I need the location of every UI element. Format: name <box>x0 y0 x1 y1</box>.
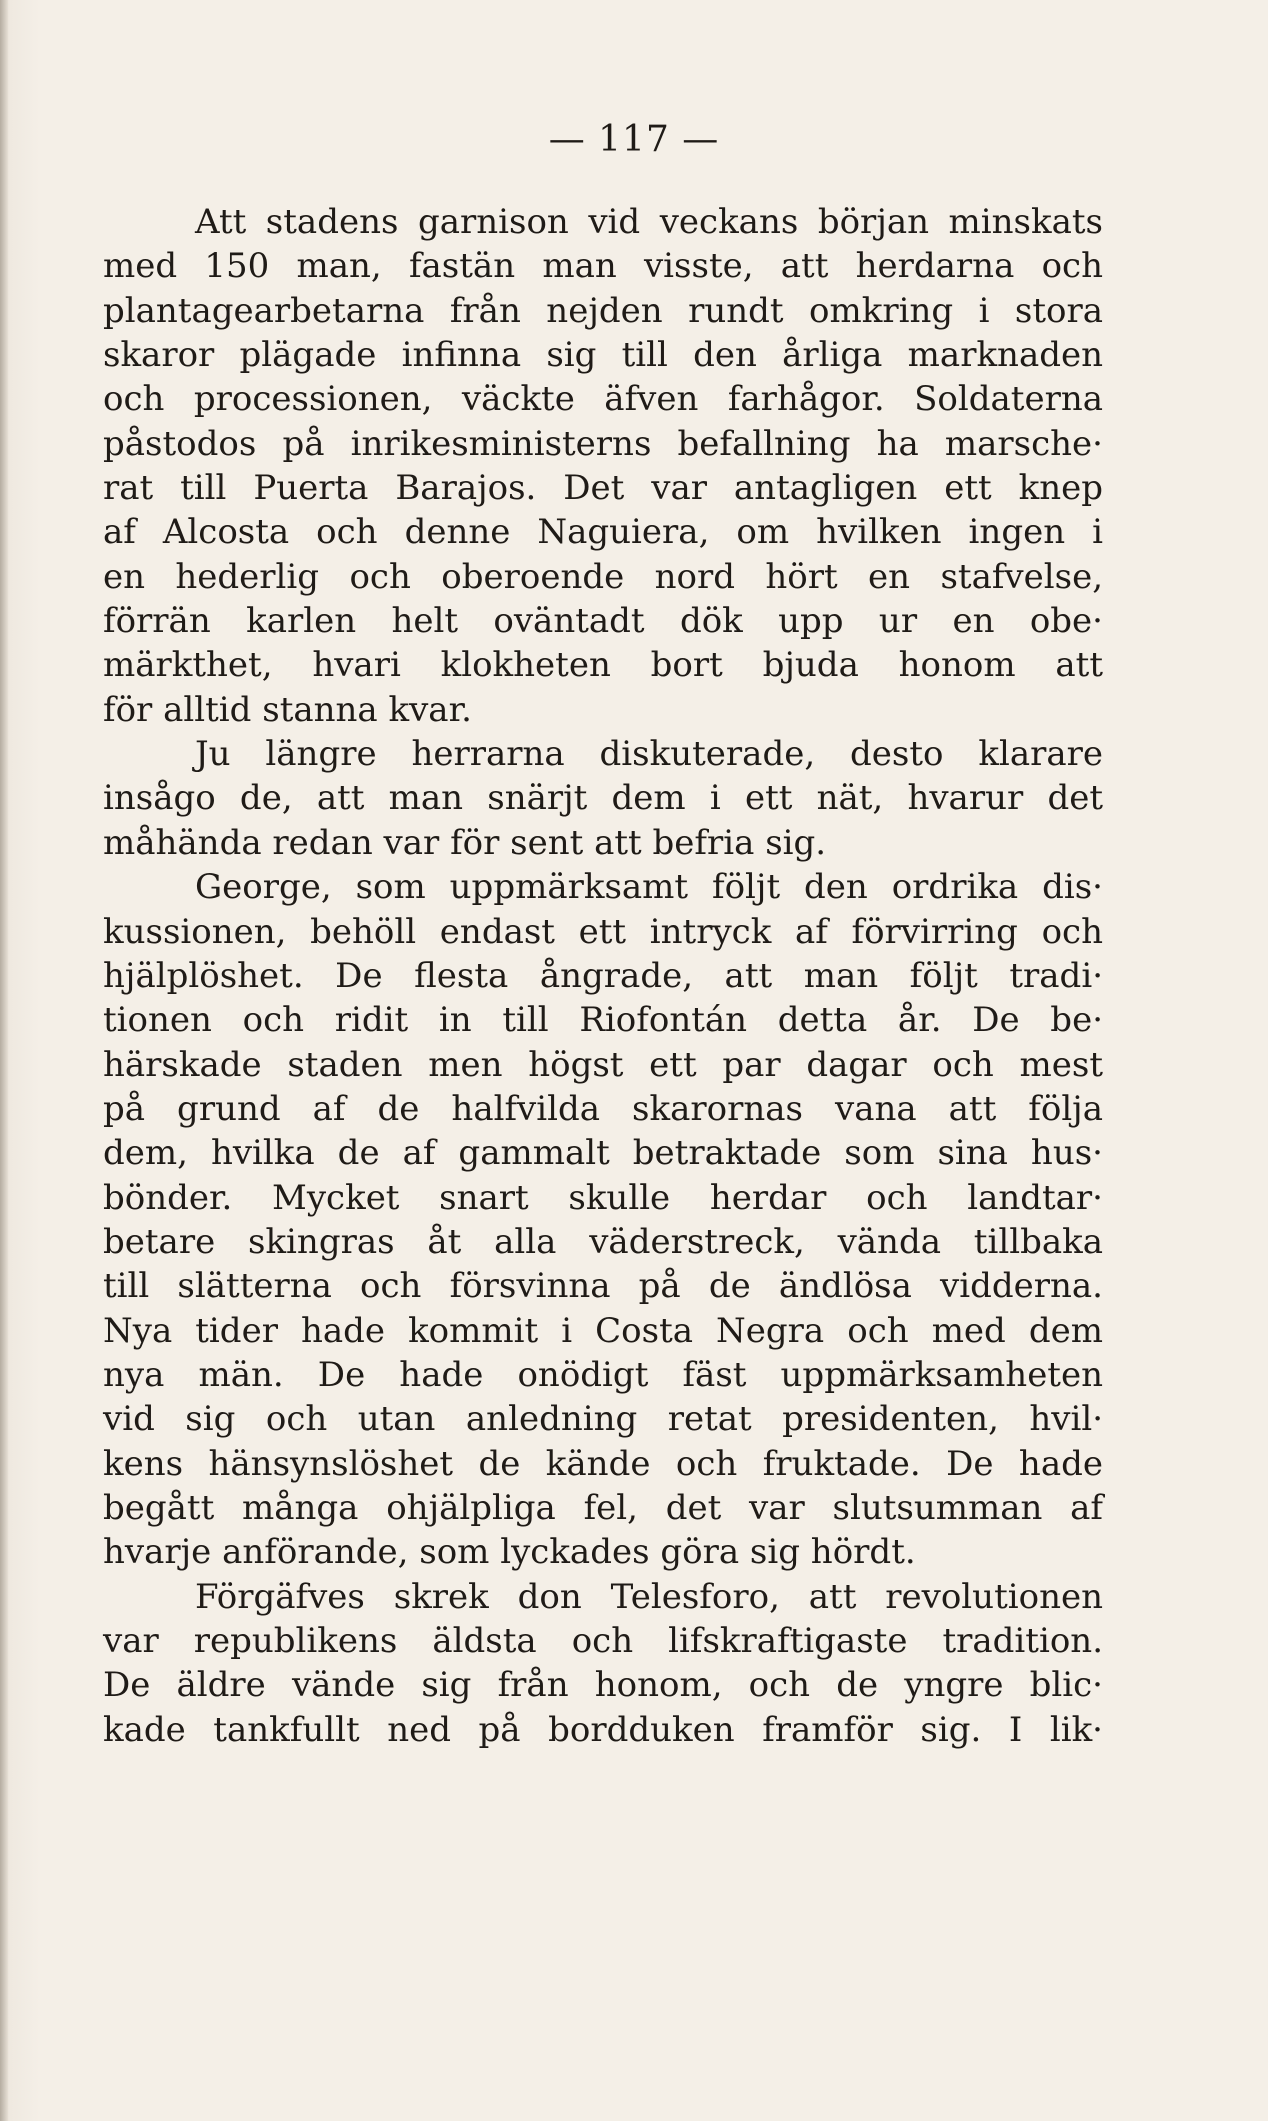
text-line: George, som uppmärksamt följt den ordrika dis· <box>195 867 1103 908</box>
text-line: Ju längre herrarna diskuterade, desto klarare <box>195 734 1103 775</box>
text-line: begått många ohjälpliga fel, det var slutsumman af <box>103 1487 1103 1528</box>
text-line: förrän karlen helt oväntadt dök upp ur en obe· <box>103 601 1103 642</box>
text-line: märkthet, hvari klokheten bort bjuda honom att <box>103 645 1103 686</box>
text-line: härskade staden men högst ett par dagar och mest <box>103 1044 1103 1085</box>
text-line: Nya tider hade kommit i Costa Negra och med dem <box>103 1310 1103 1351</box>
text-line: tionen och ridit in till Riofontán detta år. De be· <box>103 1000 1103 1041</box>
text-line: dem, hvilka de af gammalt betraktade som sina hus· <box>103 1133 1103 1174</box>
text-line: kade tankfullt ned på bordduken framför sig. I lik· <box>103 1709 1103 1750</box>
text-line: för alltid stanna kvar. <box>103 689 472 730</box>
text-line: plantagearbetarna från nejden rundt omkring i stora <box>103 290 1103 331</box>
text-line: af Alcosta och denne Naguiera, om hvilken ingen i <box>103 512 1103 553</box>
text-line: Att stadens garnison vid veckans början minskats <box>195 202 1103 242</box>
text-line: på grund af de halfvilda skarornas vana att följa <box>103 1088 1103 1129</box>
body-text <box>103 200 1103 1752</box>
text-line: påstodos på inrikesministerns befallning ha marsche· <box>103 423 1103 464</box>
text-line: och processionen, väckte äfven farhågor. Soldaterna <box>103 379 1103 420</box>
text-line: nya män. De hade onödigt fäst uppmärksamheten <box>103 1354 1103 1395</box>
text-line: betare skingras åt alla väderstreck, vända tillbaka <box>103 1221 1103 1262</box>
text-line: måhända redan var för sent att befria sig. <box>103 822 827 863</box>
text-line: kussionen, behöll endast ett intryck af förvirring och <box>103 911 1103 952</box>
text-line: hjälplöshet. De flesta ångrade, att man följt tradi· <box>103 955 1103 996</box>
text-line: rat till Puerta Barajos. Det var antagligen ett knep <box>103 468 1103 509</box>
text-line: bönder. Mycket snart skulle herdar och landtar· <box>103 1177 1103 1218</box>
text-line: hvarje anförande, som lyckades göra sig hördt. <box>103 1532 916 1573</box>
text-line: insågo de, att man snärjt dem i ett nät, hvarur det <box>103 778 1103 819</box>
text-line: till slätterna och försvinna på de ändlösa vidderna. <box>103 1266 1103 1307</box>
text-line: med 150 man, fastän man visste, att herdarna och <box>103 246 1103 287</box>
text-line: var republikens äldsta och lifskraftigaste tradition. <box>103 1621 1103 1661</box>
text-line: De äldre vände sig från honom, och de yngre blic· <box>103 1665 1103 1706</box>
text-line: vid sig och utan anledning retat presidenten, hvil· <box>103 1399 1103 1440</box>
page-number: — 117 — <box>548 119 720 160</box>
text-line: Förgäfves skrek don Telesforo, att revolutionen <box>195 1576 1103 1617</box>
page-binding-edge <box>0 0 8 2121</box>
text-line: en hederlig och oberoende nord hört en stafvelse, <box>103 556 1103 597</box>
text-line: kens hänsynslöshet de kände och fruktade. De hade <box>103 1443 1103 1484</box>
text-line: skaror plägade infinna sig till den årliga marknaden <box>103 335 1103 376</box>
